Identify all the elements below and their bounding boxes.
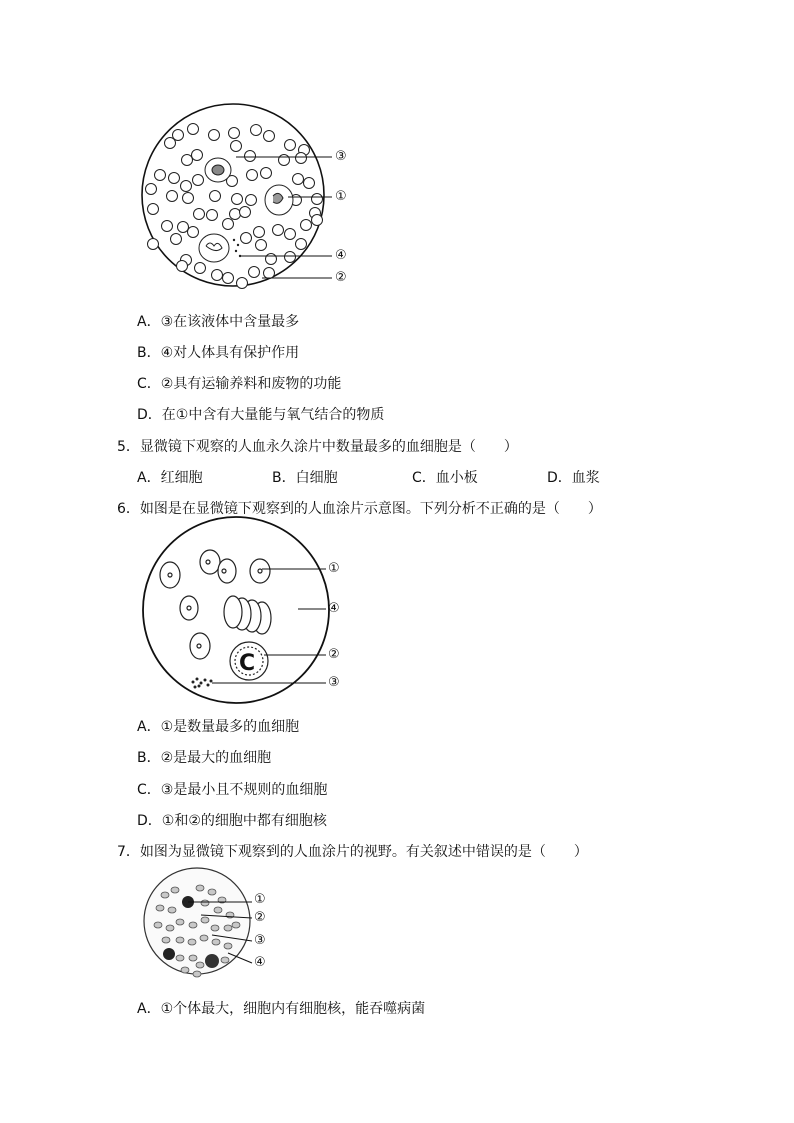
red-blood-cell [312, 194, 323, 205]
red-blood-cell [188, 227, 199, 238]
red-blood-cell [193, 175, 204, 186]
q6-stem: 6．如图是在显微镜下观察到的人血涂片示意图。下列分析不正确的是（ ） [117, 501, 602, 517]
q5-option-b: B．白细胞 [272, 470, 338, 486]
red-blood-cell [156, 905, 164, 911]
red-blood-cell [230, 209, 241, 220]
red-blood-cell [201, 917, 209, 923]
red-blood-cell [188, 939, 196, 945]
red-blood-cell [240, 207, 251, 218]
red-blood-cell [245, 151, 256, 162]
red-blood-cell [249, 267, 260, 278]
red-blood-cell [183, 193, 194, 204]
red-blood-cell [146, 184, 157, 195]
red-blood-cell [285, 229, 296, 240]
red-blood-cell [200, 935, 208, 941]
q5-option-c: C．血小板 [412, 470, 478, 486]
q7-stem: 7．如图为显微镜下观察到的人血涂片的视野。有关叙述中错误的是（ ） [117, 844, 588, 860]
red-blood-cell [168, 907, 176, 913]
red-blood-cell [232, 194, 243, 205]
red-blood-cell [214, 907, 222, 913]
red-blood-cell [241, 233, 252, 244]
red-blood-cell [167, 191, 178, 202]
red-blood-cell [221, 957, 229, 963]
red-blood-cell [161, 892, 169, 898]
red-blood-cell [196, 962, 204, 968]
red-blood-cell [296, 239, 307, 250]
red-blood-cell [212, 939, 220, 945]
red-blood-cell [210, 191, 221, 202]
figure3-label-1: ① [254, 892, 266, 907]
red-blood-cell [171, 234, 182, 245]
red-blood-cell [189, 922, 197, 928]
red-blood-cell [148, 204, 159, 215]
red-blood-cell [211, 925, 219, 931]
red-blood-cell [256, 240, 267, 251]
red-blood-cell [176, 955, 184, 961]
red-blood-cell [177, 261, 188, 272]
figure1-label-4: ④ [335, 248, 347, 263]
red-blood-cell [194, 209, 205, 220]
red-blood-cell [165, 138, 176, 149]
red-blood-cell [273, 225, 284, 236]
q5-option-a: A．红细胞 [137, 470, 203, 486]
red-blood-cell [171, 887, 179, 893]
figure3-label-3: ③ [254, 933, 266, 948]
q5-option-d: D．血浆 [547, 470, 600, 486]
figure3-label-2: ② [254, 910, 266, 925]
red-blood-cell [261, 168, 272, 179]
q7-option-a: A．①个体最大，细胞内有细胞核，能吞噬病菌 [137, 1001, 426, 1017]
figure1-label-1: ① [335, 189, 347, 204]
red-blood-cell [246, 195, 257, 206]
red-blood-cell [148, 239, 159, 250]
red-blood-cell [223, 273, 234, 284]
red-blood-cell [266, 254, 277, 265]
red-blood-cell [181, 967, 189, 973]
figure2-label-2: ② [328, 647, 340, 662]
figure1-label-2: ② [335, 270, 347, 285]
q4-option-a: A．③在该液体中含量最多 [137, 314, 300, 330]
red-blood-cell [209, 130, 220, 141]
red-blood-cell [207, 210, 218, 221]
q6-option-a: A．①是数量最多的血细胞 [137, 719, 300, 735]
red-blood-cell [223, 219, 234, 230]
red-blood-cell [188, 124, 199, 135]
figure2-label-1: ① [328, 561, 340, 576]
q6-option-b: B．②是最大的血细胞 [137, 750, 272, 766]
red-blood-cell [247, 170, 258, 181]
red-blood-cell [193, 971, 201, 977]
red-blood-cell [312, 215, 323, 226]
blood-smear-figure-1 [0, 0, 794, 300]
q6-option-c: C．③是最小且不规则的血细胞 [137, 782, 328, 798]
red-blood-cell [264, 131, 275, 142]
q4-option-b: B．④对人体具有保护作用 [137, 345, 300, 361]
blood-smear-figure-3 [0, 870, 794, 990]
red-blood-cell [162, 221, 173, 232]
red-blood-cell [296, 153, 307, 164]
red-blood-cell [169, 173, 180, 184]
red-blood-cell [176, 937, 184, 943]
red-blood-cell [264, 268, 275, 279]
svg-text:C: C [239, 651, 256, 676]
q5-stem: 5．显微镜下观察的人血永久涂片中数量最多的血细胞是（ ） [117, 439, 518, 455]
red-blood-cell [162, 937, 170, 943]
q4-option-c: C．②具有运输养料和废物的功能 [137, 376, 342, 392]
red-blood-cell [176, 919, 184, 925]
red-blood-cell [181, 181, 192, 192]
red-blood-cell [224, 943, 232, 949]
red-blood-cell [192, 150, 203, 161]
red-blood-cell [201, 900, 209, 906]
red-blood-cell [285, 140, 296, 151]
red-blood-cell [301, 220, 312, 231]
red-blood-cell [155, 170, 166, 181]
red-blood-cell [229, 128, 240, 139]
q6-option-d: D．①和②的细胞中都有细胞核 [137, 813, 327, 829]
q4-option-d: D．在①中含有大量能与氧气结合的物质 [137, 407, 385, 423]
red-blood-cell [224, 925, 232, 931]
figure3-label-4: ④ [254, 955, 266, 970]
red-blood-cell [254, 227, 265, 238]
blood-smear-figure-2 [0, 540, 794, 740]
red-blood-cell [166, 925, 174, 931]
figure2-label-3: ③ [328, 675, 340, 690]
figure1-label-3: ③ [335, 149, 347, 164]
red-blood-cell [251, 125, 262, 136]
red-blood-cell [178, 222, 189, 233]
red-blood-cell [189, 955, 197, 961]
red-blood-cell [237, 278, 248, 289]
red-blood-cell [232, 922, 240, 928]
red-blood-cell [196, 885, 204, 891]
red-blood-cell [212, 270, 223, 281]
figure2-label-4: ④ [328, 601, 340, 616]
red-blood-cell [195, 263, 206, 274]
red-blood-cell [285, 252, 296, 263]
red-blood-cell [231, 141, 242, 152]
red-blood-cell [182, 155, 193, 166]
red-blood-cell [154, 922, 162, 928]
red-blood-cell [304, 178, 315, 189]
red-blood-cell [208, 889, 216, 895]
red-blood-cell [279, 155, 290, 166]
red-blood-cell [293, 174, 304, 185]
